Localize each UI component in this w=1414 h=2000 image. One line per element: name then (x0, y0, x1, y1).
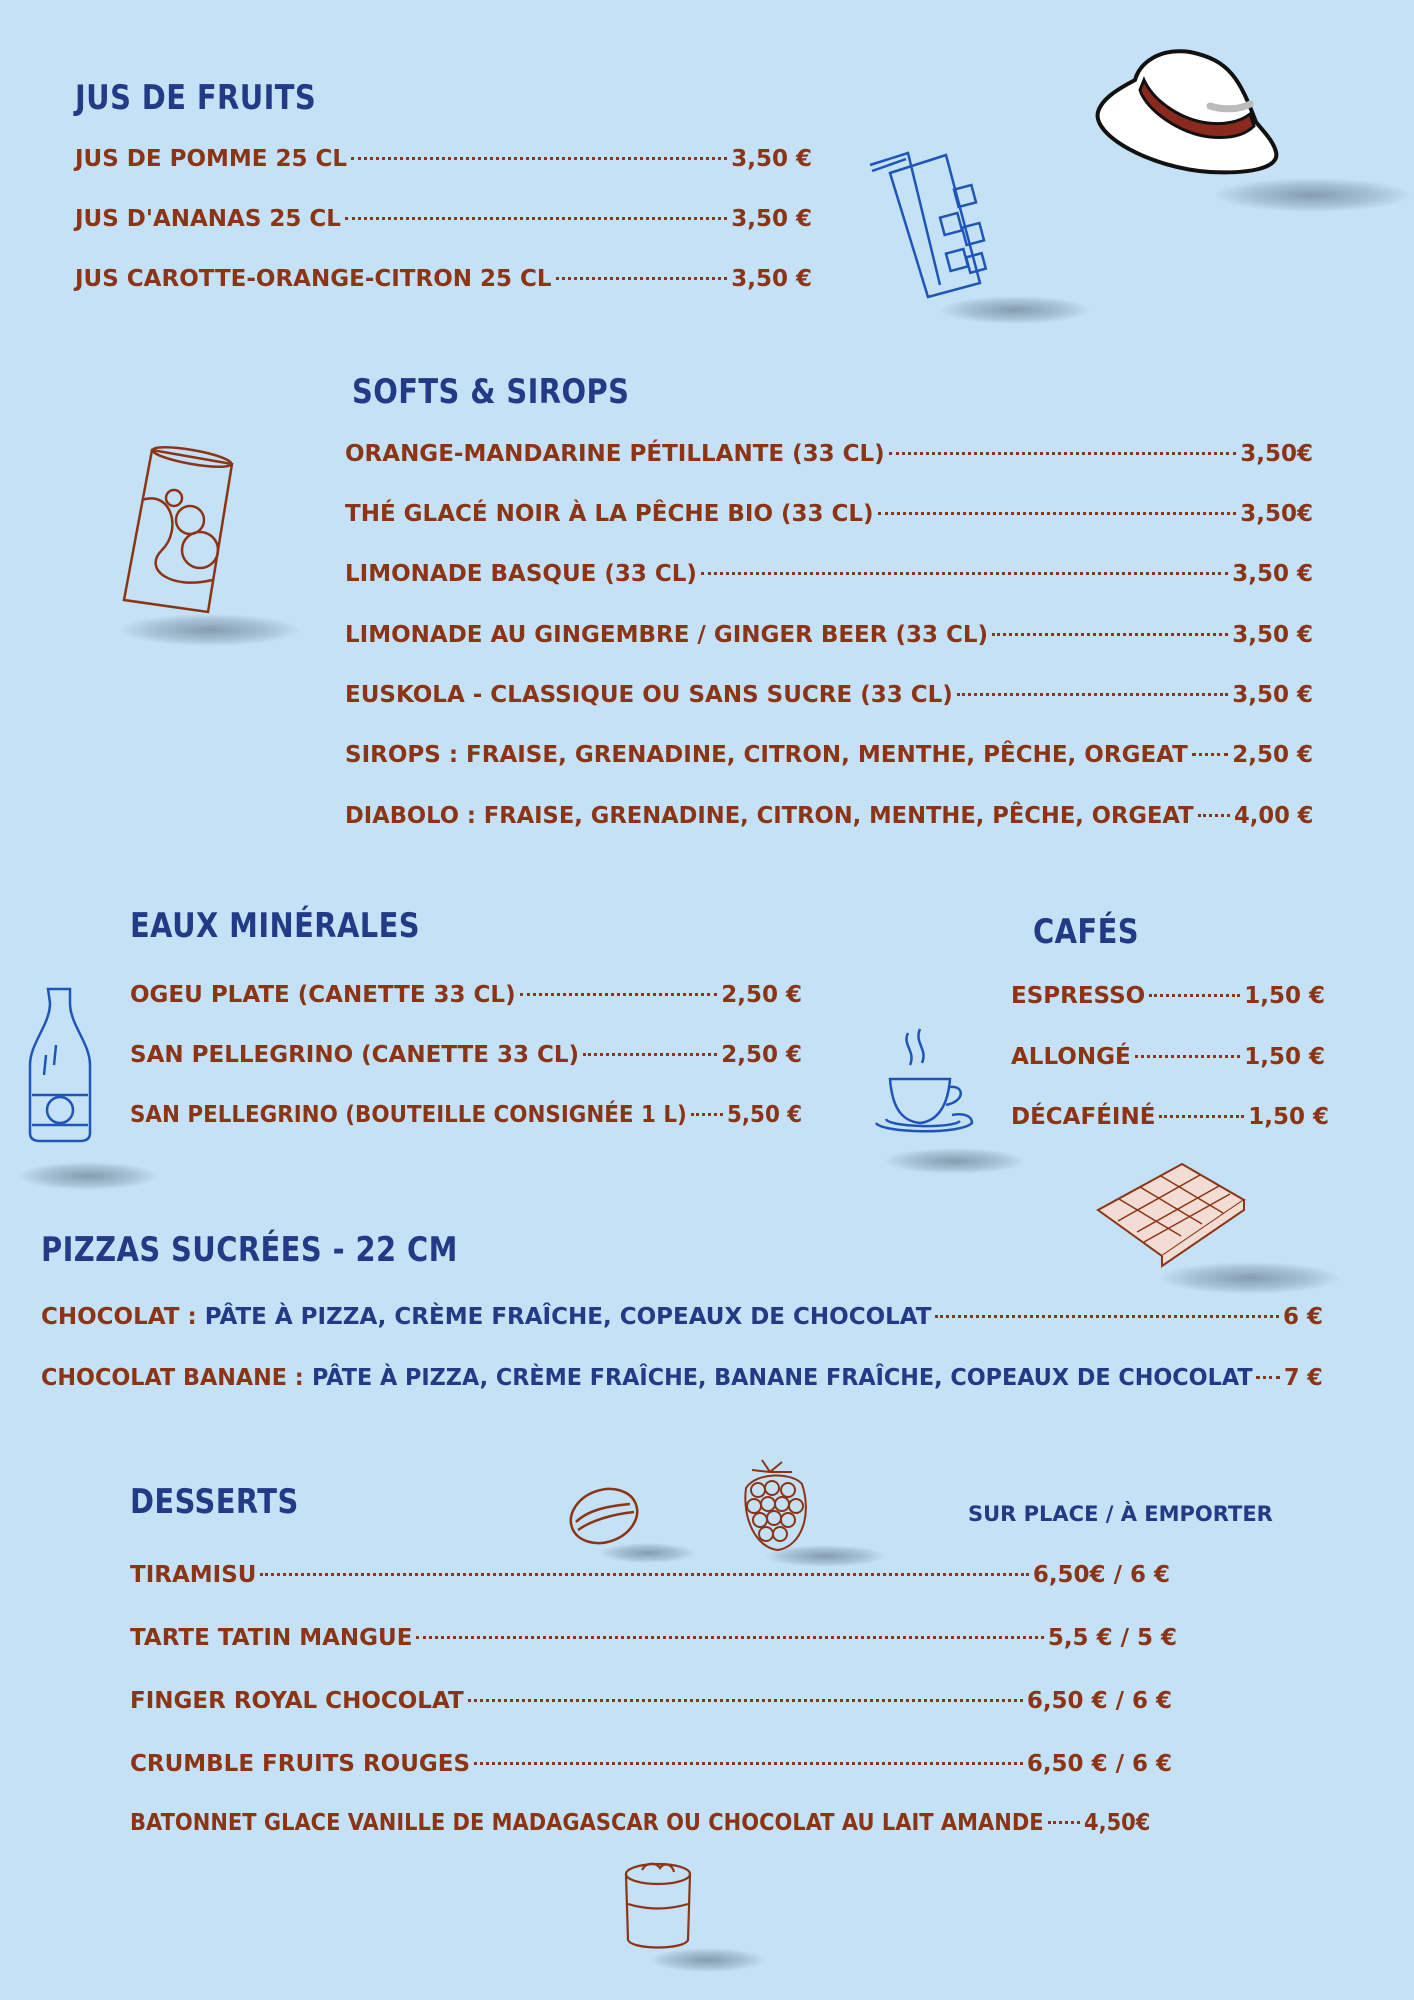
item-name: JUS DE POMME 25 CL (75, 146, 348, 172)
item-price: 3,50 € (1232, 561, 1313, 587)
menu-item-soft (345, 622, 1313, 656)
menu-item-jus-carotte (75, 266, 812, 300)
dot-leader (345, 217, 727, 220)
item-price: 2,50 € (721, 1042, 802, 1068)
dot-leader (701, 572, 1228, 575)
macaron-icon (564, 1480, 644, 1550)
dot-leader (351, 157, 727, 160)
menu-item-dessert (130, 1688, 1172, 1722)
item-name: EUSKOLA - CLASSIQUE OU SANS SUCRE (33 CL) (345, 682, 953, 708)
item-price: 6 € (1282, 1304, 1323, 1330)
dot-leader (1135, 1055, 1241, 1058)
item-price: 6,50 € / 6 € (1026, 1751, 1172, 1777)
item-name: SAN PELLEGRINO (BOUTEILLE CONSIGNÉE 1 L) (130, 1102, 687, 1128)
coffee-cup-icon (872, 1025, 982, 1143)
menu-item-dessert (130, 1562, 1170, 1596)
menu-item-dessert (130, 1625, 1177, 1659)
bottle-icon (26, 985, 96, 1145)
item-price: 5,5 € / 5 € (1047, 1625, 1177, 1651)
item-price: 3,50€ (1240, 501, 1313, 527)
dot-leader (889, 452, 1237, 455)
dot-leader (416, 1636, 1043, 1639)
item-price: 2,50 € (721, 982, 802, 1008)
item-name: CHOCOLAT : (41, 1304, 197, 1330)
item-description: PÂTE À PIZZA, CRÈME FRAÎCHE, BANANE FRAÎCHE, COPEAUX DE CHOCOLAT (311, 1365, 1253, 1391)
item-price: 4,00 € (1233, 803, 1313, 829)
pizzas-title: PIZZAS SUCRÉES - 22 CM (41, 1230, 458, 1270)
dot-leader (260, 1573, 1028, 1576)
item-name: SAN PELLEGRINO (CANETTE 33 CL) (130, 1042, 580, 1068)
item-price: 7 € (1284, 1365, 1323, 1391)
item-name: JUS D'ANANAS 25 CL (75, 206, 341, 232)
dot-leader (474, 1762, 1023, 1765)
item-price: 1,50 € (1248, 1104, 1329, 1130)
item-price: 3,50€ (1240, 441, 1313, 467)
dot-leader (935, 1315, 1279, 1318)
item-name: SIROPS : FRAISE, GRENADINE, CITRON, MENTHE, PÊCHE, ORGEAT (345, 742, 1188, 768)
dot-leader (878, 512, 1237, 515)
item-name: ESPRESSO (1011, 983, 1146, 1009)
item-price: 4,50€ (1083, 1810, 1150, 1836)
hat-icon (1090, 40, 1290, 190)
item-name: ORANGE-MANDARINE PÉTILLANTE (33 CL) (345, 441, 885, 467)
item-name: LIMONADE BASQUE (33 CL) (345, 561, 697, 587)
dot-leader (1048, 1821, 1080, 1824)
item-price: 6,50€ / 6 € (1032, 1562, 1170, 1588)
menu-item-cafe (1011, 1044, 1325, 1078)
item-name: ALLONGÉ (1011, 1044, 1131, 1070)
menu-item-cafe (1011, 1104, 1329, 1138)
menu-item-soft (345, 441, 1313, 475)
menu-item-pizza (41, 1304, 1323, 1338)
item-name: CHOCOLAT BANANE : (41, 1365, 304, 1391)
cafes-title: CAFÉS (1033, 912, 1140, 952)
menu-item-dessert (130, 1810, 1150, 1844)
desserts-title: DESSERTS (130, 1482, 299, 1522)
item-name: FINGER ROYAL CHOCOLAT (130, 1688, 464, 1714)
coffee-cup-shadow (885, 1148, 1025, 1174)
menu-item-soft (345, 561, 1313, 595)
menu-item-soft (345, 501, 1313, 535)
desserts-note: SUR PLACE / À EMPORTER (968, 1502, 1273, 1526)
dot-leader (957, 693, 1228, 696)
jus-title: JUS DE FRUITS (75, 78, 317, 118)
menu-item-jus-ananas (75, 206, 812, 240)
bottle-shadow (18, 1162, 158, 1190)
eaux-title: EAUX MINÉRALES (130, 906, 421, 946)
dot-leader (1256, 1376, 1280, 1379)
dot-leader (520, 993, 718, 996)
item-price: 2,50 € (1232, 742, 1313, 768)
menu-item-pizza (41, 1365, 1323, 1399)
item-name: DÉCAFÉINÉ (1011, 1104, 1156, 1130)
menu-item-diabolo (345, 803, 1313, 837)
dot-leader (992, 633, 1228, 636)
dot-leader (468, 1699, 1023, 1702)
dot-leader (1198, 814, 1230, 817)
dot-leader (583, 1053, 717, 1056)
menu-item-eau (130, 982, 802, 1016)
item-price: 3,50 € (731, 206, 812, 232)
item-name: CRUMBLE FRUITS ROUGES (130, 1751, 471, 1777)
dot-leader (1159, 1115, 1244, 1118)
chocolate-bar-icon (1092, 1158, 1252, 1268)
item-price: 6,50 € / 6 € (1026, 1688, 1172, 1714)
softs-title: SOFTS & SIROPS (352, 372, 630, 412)
item-price: 3,50 € (731, 146, 812, 172)
item-name: LIMONADE AU GINGEMBRE / GINGER BEER (33 CL) (345, 622, 989, 648)
raspberry-icon (732, 1458, 814, 1554)
item-price: 3,50 € (1232, 622, 1313, 648)
menu-item-eau (130, 1102, 802, 1136)
item-description: PÂTE À PIZZA, CRÈME FRAÎCHE, COPEAUX DE CHOCOLAT (204, 1304, 932, 1330)
item-price: 3,50 € (731, 266, 812, 292)
item-name: OGEU PLATE (CANETTE 33 CL) (130, 982, 516, 1008)
menu-item-eau (130, 1042, 802, 1076)
menu-item-jus-pomme (75, 146, 812, 180)
dot-leader (556, 277, 728, 280)
menu-item-sirops (345, 742, 1313, 776)
item-name: THÉ GLACÉ NOIR À LA PÊCHE BIO (33 CL) (345, 501, 874, 527)
item-name: TIRAMISU (130, 1562, 257, 1588)
dot-leader (1192, 753, 1228, 756)
dot-leader (1149, 994, 1240, 997)
menu-item-soft (345, 682, 1313, 716)
item-price: 3,50 € (1232, 682, 1313, 708)
iced-drink-icon (868, 145, 1008, 305)
item-price: 1,50 € (1244, 983, 1325, 1009)
menu-item-dessert (130, 1751, 1172, 1785)
item-price: 1,50 € (1244, 1044, 1325, 1070)
menu-item-cafe (1011, 983, 1325, 1017)
item-price: 5,50 € (726, 1102, 802, 1128)
item-name: TARTE TATIN MANGUE (130, 1625, 413, 1651)
dot-leader (691, 1113, 723, 1116)
item-name: JUS CAROTTE-ORANGE-CITRON 25 CL (75, 266, 552, 292)
item-name: DIABOLO : FRAISE, GRENADINE, CITRON, MENTHE, PÊCHE, ORGEAT (345, 803, 1194, 829)
item-name: BATONNET GLACE VANILLE DE MADAGASCAR OU CHOCOLAT AU LAIT AMANDE (130, 1810, 1044, 1836)
dessert-cup-icon (622, 1860, 694, 1952)
soda-can-icon (112, 440, 242, 620)
